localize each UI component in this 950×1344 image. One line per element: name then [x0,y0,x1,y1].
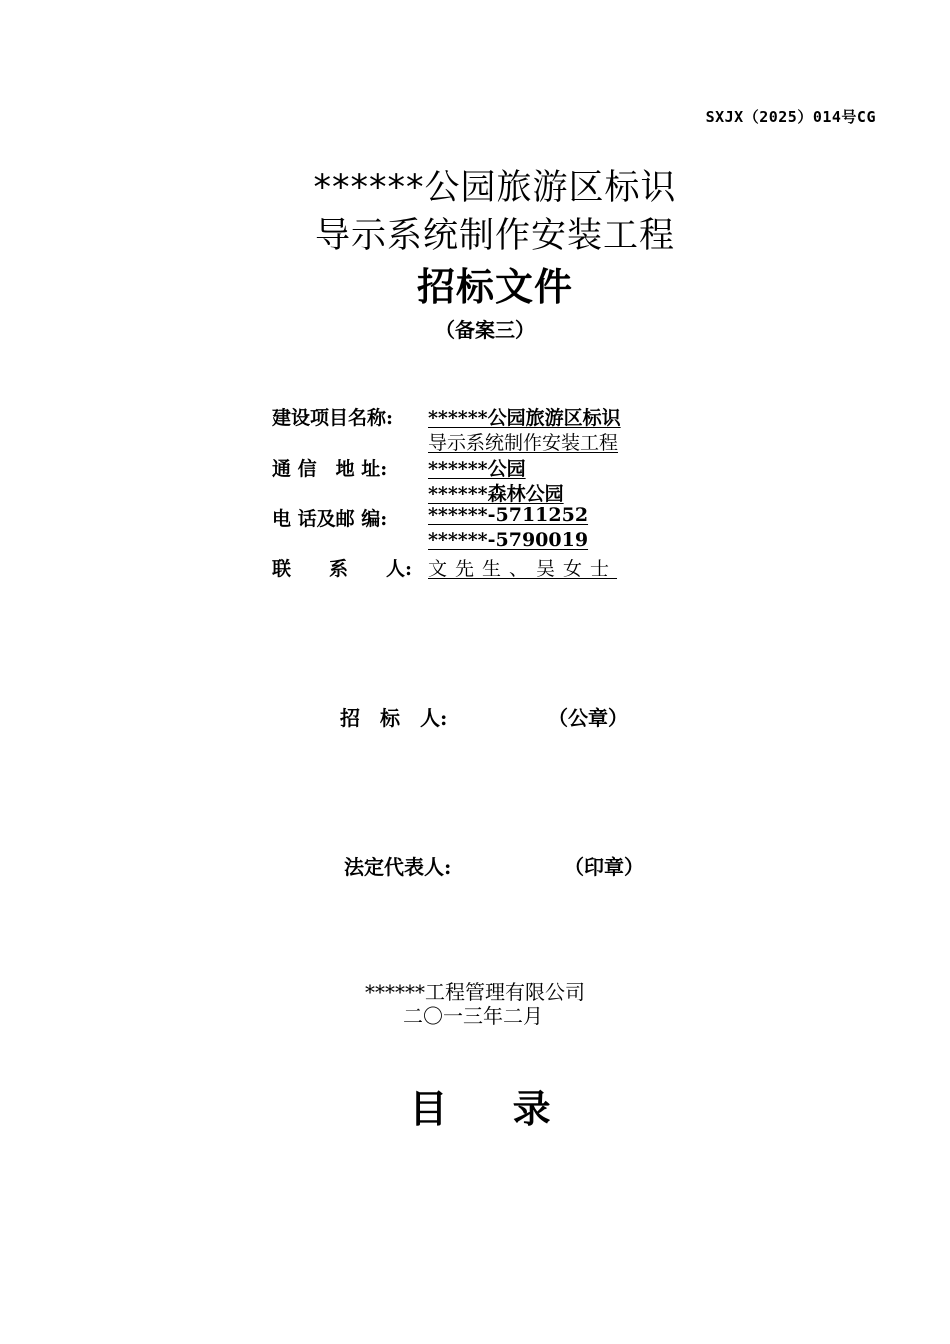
contact-label: 联 系 人: [272,558,413,580]
address-value-2: ******森林公园 [428,483,564,505]
legal-rep-label: 法定代表人: [344,855,452,879]
address-value-1: ******公园 [428,458,526,480]
document-subtitle: （备案三） [435,318,535,342]
tenderer-seal: （公章） [548,706,628,730]
title-line-1: ******公园旅游区标识 [313,168,677,208]
company-name: ******工程管理有限公司 [365,980,585,1004]
issue-date: 二〇一三年二月 [403,1004,543,1028]
phone-label: 电 话及邮 编: [272,508,388,530]
document-code: SXJX（2025）014号CG [705,108,876,126]
contact-value: 文先生、吴女士 [428,558,618,580]
phone-value-1: ******-5711252 [428,504,589,526]
tenderer-label: 招 标 人: [340,706,448,730]
toc-heading: 目 录 [409,1087,551,1131]
project-name-value-1: ******公园旅游区标识 [428,407,621,429]
legal-rep-seal: （印章） [564,855,644,879]
phone-value-2: ******-5790019 [428,529,589,551]
project-name-label: 建设项目名称: [272,407,394,429]
document-title: 招标文件 [416,265,573,309]
title-line-2: 导示系统制作安装工程 [314,216,675,256]
address-label: 通 信 地 址: [272,458,388,480]
project-name-value-2: 导示系统制作安装工程 [428,432,619,454]
